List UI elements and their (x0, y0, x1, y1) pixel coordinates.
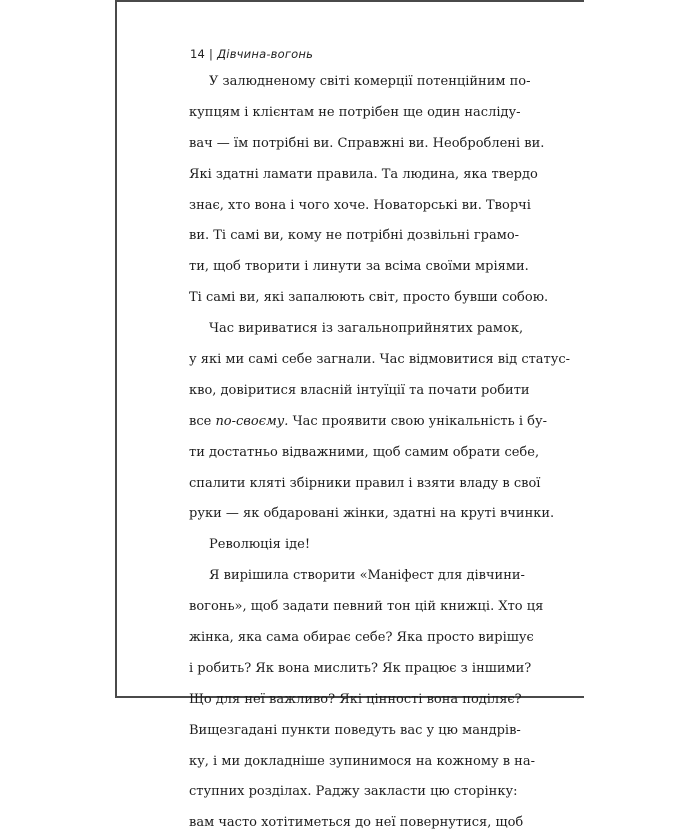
italic-phrase: по-своєму. (215, 413, 289, 429)
text-fragment: Час проявити свою унікальність і бу- (288, 413, 547, 429)
text-fragment: все (189, 413, 216, 429)
text-line: вач — їм потрібні ви. Справжні ви. Необроблені ви. (189, 135, 545, 151)
text-line: руки — як обдаровані жінки, здатні на круті вчинки. (189, 506, 555, 522)
text-line: знає, хто вона і чого хоче. Новаторські ви. Творчі (189, 197, 531, 213)
text-line: Ті самі ви, які запалюють світ, просто бувши собою. (189, 290, 549, 306)
paragraph-1 (189, 67, 549, 314)
running-head (190, 47, 313, 61)
text-line: спалити кляті збірники правил і взяти владу в свої (189, 475, 541, 491)
text-line: купцям і клієнтам не потрібен ще один насліду- (189, 104, 521, 120)
paragraph-2 (189, 314, 571, 530)
text-line: ти, щоб творити і линути за всіма своїми мріями. (189, 259, 529, 275)
text-line: ви. Ті самі ви, кому не потрібні дозвільні грамо- (189, 228, 520, 244)
text-line: Вищезгадані пункти поведуть вас у цю мандрів- (189, 722, 521, 738)
text-line: ти достатньо відважними, щоб самим обрати себе, (189, 444, 540, 460)
text-line: Час вириватися із загальноприйнятих рамок, (209, 321, 524, 337)
text-line: Що для неї важливо? Які цінності вона поділяє? (189, 691, 522, 707)
text-line: у які ми самі себе загнали. Час відмовитися від статус- (189, 352, 571, 368)
page-number: 14 (190, 47, 206, 61)
text-line: ку, і ми докладніше зупинимося на кожному в на- (189, 753, 535, 769)
text-line: ступних розділах. Раджу закласти цю сторінку: (189, 784, 518, 800)
running-head-separator: | (209, 47, 214, 61)
text-line: вам часто хотітиметься до неї повернутися, щоб (189, 815, 524, 831)
paragraph-4 (189, 561, 544, 839)
text-line: вогонь», щоб задати певний тон цій книжці. Хто ця (189, 599, 544, 615)
paragraph-3 (189, 530, 512, 561)
body-text (189, 67, 571, 839)
text-line: кво, довіритися власній інтуїції та почати робити (189, 382, 530, 398)
text-line: У залюдненому світі комерції потенційним по- (209, 74, 531, 89)
text-line: Я вирішила створити «Маніфест для дівчини- (209, 568, 525, 584)
book-title: Дівчина-вогонь (217, 47, 314, 61)
text-line: жінка, яка сама обирає себе? Яка просто вирішує (189, 630, 534, 646)
text-line: Які здатні ламати правила. Та людина, яка твердо (189, 166, 538, 182)
text-line: Революція іде! (209, 537, 311, 553)
text-line-with-italic (189, 407, 547, 438)
text-line: і робить? Як вона мислить? Як працює з іншими? (189, 660, 532, 676)
